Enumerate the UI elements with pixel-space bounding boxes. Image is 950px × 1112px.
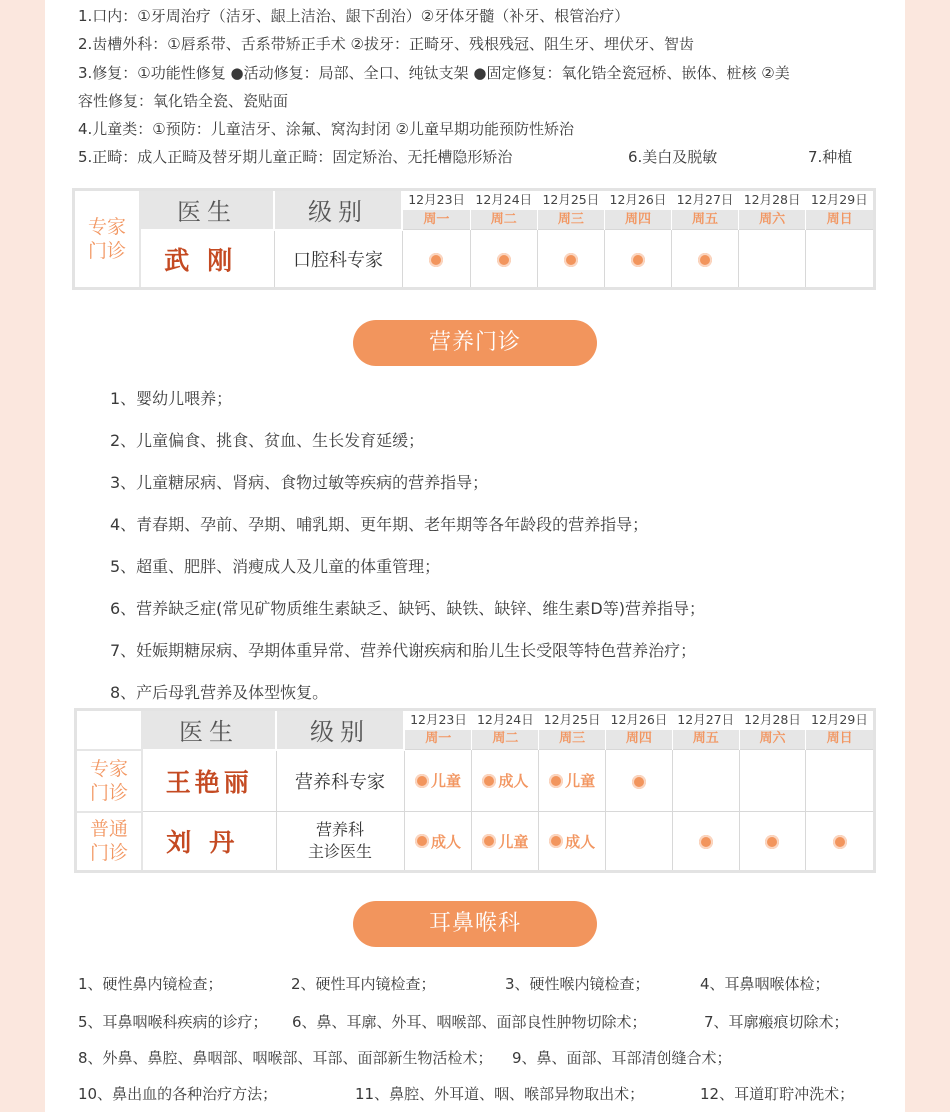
corner-cell xyxy=(76,710,143,750)
slot-cell xyxy=(402,230,470,289)
level-header: 级别 xyxy=(274,190,402,230)
doctor-header: 医生 xyxy=(140,190,274,230)
slot-label: 成人 xyxy=(498,772,529,790)
weekday-header: 周一 xyxy=(402,210,470,230)
appointment-icon xyxy=(497,253,511,267)
appointment-icon xyxy=(429,253,443,267)
category-cell xyxy=(76,750,143,812)
date-header: 12月27日 xyxy=(676,192,734,208)
dental-line-1: 1.口内：①牙周治疗（洁牙、龈上洁治、龈下刮治）②牙体牙髓（补牙、根管治疗） xyxy=(78,7,630,25)
slot-label: 儿童 xyxy=(565,772,596,790)
date-header: 12月23日 xyxy=(408,192,466,208)
category-line1: 普通 xyxy=(89,818,128,841)
appointment-icon xyxy=(632,775,646,789)
date-header: 12月29日 xyxy=(810,192,868,208)
date-header: 12月25日 xyxy=(543,712,601,728)
slot-cell xyxy=(470,230,537,289)
doctor-name: 刘丹 xyxy=(142,812,276,872)
slot-cell xyxy=(606,750,673,812)
weekday-header: 周四 xyxy=(606,730,673,750)
category-line1: 专家 xyxy=(89,757,128,780)
doctor-level-line2: 主诊医生 xyxy=(307,842,372,861)
slot-cell xyxy=(739,812,806,872)
nutrition-item: 4、青春期、孕前、孕期、哺乳期、更年期、老年期等各年龄段的营养指导； xyxy=(110,515,649,534)
ent-item: 9、鼻、面部、耳部清创缝合术； xyxy=(512,1049,732,1067)
slot-cell xyxy=(472,750,539,812)
appointment-icon xyxy=(765,835,779,849)
appointment-icon xyxy=(415,774,429,788)
date-header: 12月23日 xyxy=(410,712,467,728)
weekday-header: 周五 xyxy=(671,210,738,230)
slot-cell xyxy=(604,230,671,289)
date-header: 12月24日 xyxy=(476,712,534,728)
slot-cell xyxy=(539,812,606,872)
weekday-header: 周日 xyxy=(806,210,875,230)
doctor-name: 武刚 xyxy=(140,230,274,289)
dental-line-5: 4.儿童类：①预防：儿童洁牙、涂氟、窝沟封闭 ②儿童早期功能预防性矫治 xyxy=(78,120,574,138)
doctor-level: 口腔科专家 xyxy=(274,230,402,289)
weekday-header: 周五 xyxy=(672,730,739,750)
appointment-icon xyxy=(549,774,563,788)
ent-item: 1、硬性鼻内镜检查； xyxy=(78,975,223,993)
appointment-icon xyxy=(415,834,429,848)
slot-cell xyxy=(404,812,472,872)
slot-cell xyxy=(537,230,604,289)
category-line2: 门诊 xyxy=(89,842,128,865)
date-header: 12月25日 xyxy=(542,192,600,208)
weekday-header: 周一 xyxy=(404,730,472,750)
weekday-header: 周六 xyxy=(739,730,806,750)
dental-schedule-table xyxy=(72,188,876,290)
nutrition-schedule-table xyxy=(74,708,876,873)
ent-item: 10、鼻出血的各种治疗方法； xyxy=(78,1085,278,1103)
nutrition-section-title: 营养门诊 xyxy=(353,320,597,366)
slot-label: 儿童 xyxy=(498,832,529,851)
appointment-icon xyxy=(631,253,645,267)
doctor-level xyxy=(276,750,404,812)
ent-section-title: 耳鼻喉科 xyxy=(353,901,597,947)
doctor-name: 王艳丽 xyxy=(142,750,276,812)
nutrition-item: 6、营养缺乏症(常见矿物质维生素缺乏、缺钙、缺铁、缺锌、维生素D等)营养指导； xyxy=(110,599,705,618)
ent-item: 11、鼻腔、外耳道、咽、喉部异物取出术； xyxy=(355,1085,645,1103)
slot-cell xyxy=(806,812,875,872)
date-header: 12月24日 xyxy=(475,192,533,208)
date-header: 12月28日 xyxy=(744,712,801,728)
slot-cell xyxy=(472,812,539,872)
ent-item: 7、耳廓瘢痕切除术； xyxy=(704,1013,849,1031)
slot-cell xyxy=(806,230,875,289)
doctor-header: 医生 xyxy=(142,710,276,750)
ent-item: 6、鼻、耳廓、外耳、咽喉部、面部良性肿物切除术； xyxy=(292,1013,647,1031)
nutrition-item: 8、产后母乳营养及体型恢复。 xyxy=(110,683,329,702)
slot-cell xyxy=(739,750,806,812)
category-line2: 门诊 xyxy=(89,781,128,804)
slot-label: 成人 xyxy=(565,832,596,851)
ent-item: 2、硬性耳内镜检查； xyxy=(291,975,436,993)
weekday-header: 周日 xyxy=(806,730,875,750)
weekday-header: 周三 xyxy=(539,730,606,750)
level-header: 级别 xyxy=(276,710,404,750)
date-header: 12月26日 xyxy=(610,712,668,728)
dental-category xyxy=(74,190,141,289)
date-header: 12月26日 xyxy=(609,192,667,208)
doctor-level xyxy=(276,812,404,872)
nutrition-item: 7、妊娠期糖尿病、孕期体重异常、营养代谢疾病和胎儿生长受限等特色营养治疗； xyxy=(110,641,697,660)
slot-cell xyxy=(806,750,875,812)
category-line2: 门诊 xyxy=(87,240,126,262)
appointment-icon xyxy=(833,835,847,849)
appointment-icon xyxy=(549,834,563,848)
weekday-header: 周二 xyxy=(472,730,539,750)
slot-cell xyxy=(672,750,739,812)
weekday-header: 周六 xyxy=(739,210,806,230)
appointment-icon xyxy=(564,253,578,267)
appointment-icon xyxy=(699,835,713,849)
doctor-level-line1: 营养科 xyxy=(315,820,364,839)
slot-cell xyxy=(739,230,806,289)
slot-label: 成人 xyxy=(430,832,461,851)
ent-item: 8、外鼻、鼻腔、鼻咽部、咽喉部、耳部、面部新生物活检术； xyxy=(78,1049,493,1067)
dental-line-6: 5.正畸：成人正畸及替牙期儿童正畸：固定矫治、无托槽隐形矫治 xyxy=(78,148,513,166)
ent-item: 4、耳鼻咽喉体检； xyxy=(700,975,830,993)
nutrition-item: 2、儿童偏食、挑食、贫血、生长发育延缓； xyxy=(110,431,425,450)
ent-item: 5、耳鼻咽喉科疾病的诊疗； xyxy=(78,1013,268,1031)
slot-cell xyxy=(672,812,739,872)
dental-line-4: 容性修复：氧化锆全瓷、瓷贴面 xyxy=(78,92,289,110)
slot-cell xyxy=(606,812,673,872)
appointment-icon xyxy=(482,774,496,788)
weekday-header: 周四 xyxy=(604,210,671,230)
date-header: 12月28日 xyxy=(743,192,801,208)
weekday-header: 周三 xyxy=(537,210,604,230)
category-cell xyxy=(76,812,143,872)
nutrition-item: 1、婴幼儿喂养； xyxy=(110,389,233,408)
slot-cell xyxy=(404,750,472,812)
dental-line-2: 2.齿槽外科：①唇系带、舌系带矫正手术 ②拔牙：正畸牙、残根残冠、阻生牙、埋伏牙、智齿 xyxy=(78,35,694,53)
date-header: 12月27日 xyxy=(677,712,735,728)
dental-line-3: 3.修复：①功能性修复 ●活动修复：局部、全口、纯钛支架 ●固定修复：氧化锆全瓷冠桥、嵌体、桩核 ②美 xyxy=(78,64,790,82)
ent-item: 3、硬性喉内镜检查； xyxy=(505,975,650,993)
nutrition-item: 5、超重、肥胖、消瘦成人及儿童的体重管理； xyxy=(110,557,441,576)
dental-line-7: 6.美白及脱敏 xyxy=(628,148,718,166)
slot-cell xyxy=(539,750,606,812)
ent-item: 12、耳道耵聍冲洗术； xyxy=(700,1085,855,1103)
slot-label: 儿童 xyxy=(430,772,461,790)
dental-line-8: 7.种植 xyxy=(808,148,853,166)
category-line1: 专家 xyxy=(87,216,126,238)
nutrition-item: 3、儿童糖尿病、肾病、食物过敏等疾病的营养指导； xyxy=(110,473,489,492)
date-header: 12月29日 xyxy=(811,712,868,728)
slot-cell xyxy=(671,230,738,289)
doctor-level-line1: 营养科专家 xyxy=(295,771,385,793)
appointment-icon xyxy=(482,834,496,848)
weekday-header: 周二 xyxy=(470,210,537,230)
appointment-icon xyxy=(698,253,712,267)
